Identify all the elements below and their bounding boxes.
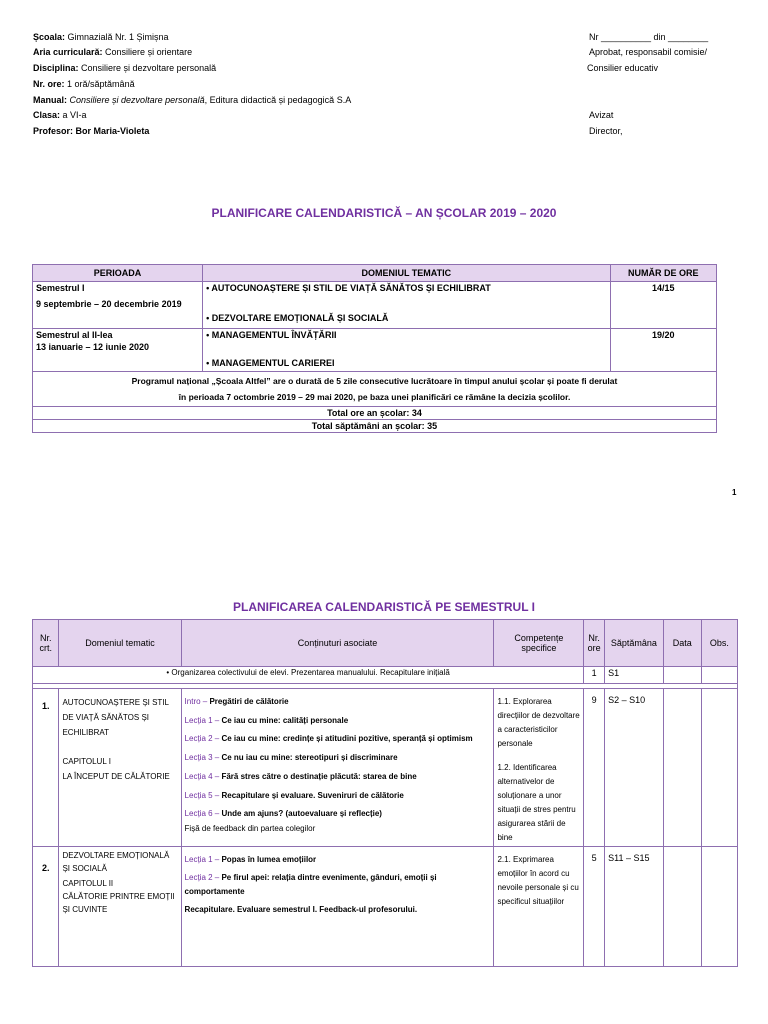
- teacher-label: Profesor:: [33, 126, 74, 136]
- col-date: Data: [663, 620, 701, 667]
- col-hours-nr: Nr. ore: [584, 620, 605, 667]
- row1-chapter-title: LA ÎNCEPUT DE CĂLĂTORIE: [62, 772, 170, 781]
- teacher-value: Bor Maria-Violeta: [75, 126, 150, 136]
- row1-lesson: [185, 789, 491, 804]
- row2-lesson-2-text: Pe firul apei: relația dintre evenimente, gânduri, emoții și comportamente: [184, 873, 437, 896]
- area-label: Aria curriculară:: [33, 47, 103, 57]
- discipline-value: Consiliere și dezvoltare personală: [81, 63, 217, 73]
- row1-week: S2 – S10: [605, 689, 664, 847]
- row2-domain-title: DEZVOLTARE EMOȚIONALĂ ȘI SOCIALĂ: [62, 851, 170, 873]
- row2-recap: Recapitulare. Evaluare semestrul I. Feedback-ul profesorului.: [184, 905, 418, 914]
- sem1-hours: 14/15: [610, 282, 716, 329]
- semester-header-row: [33, 620, 738, 667]
- row1-competences: [494, 689, 584, 847]
- director-line: Director,: [589, 126, 623, 136]
- row2-nr: 2.: [33, 847, 59, 967]
- row1-lesson-tag: Lecția 2 –: [184, 734, 220, 744]
- row1-domain-title: AUTOCUNOAȘTERE ȘI STIL DE VIAȚĂ SĂNĂTOS ȘI ECHILIBRAT: [62, 698, 169, 737]
- sem1-domains: [203, 282, 610, 329]
- sem2-hours: 19/20: [610, 329, 716, 372]
- program-note-1: Programul național „Școala Altfel” are o durată de 5 zile consecutive lucrătoare în timpul anului școlar și poate fi derulat: [131, 376, 618, 386]
- row1-lesson: [185, 732, 491, 747]
- row1-date: [663, 689, 701, 847]
- intro-content: • Organizarea colectivului de elevi. Prezentarea manualului. Recapitulare inițială: [33, 667, 584, 684]
- sem1-period: [33, 282, 203, 329]
- discipline-line: [33, 63, 216, 73]
- col-domain: DOMENIUL TEMATIC: [203, 265, 610, 282]
- intro-week: S1: [605, 667, 664, 684]
- row2-domain: [59, 847, 181, 967]
- sem2-name: Semestrul al II-lea: [36, 330, 113, 340]
- avizat-line: Avizat: [589, 110, 614, 120]
- col-competences: Competențe specifice: [494, 620, 584, 667]
- col-hours: NUMĂR DE ORE: [610, 265, 716, 282]
- col-content: Conținuturi asociate: [181, 620, 494, 667]
- row1-lesson-text: Unde am ajuns? (autoevaluare și reflecție): [219, 809, 382, 819]
- row1-nr: 1.: [33, 689, 59, 847]
- sem2-domains: [203, 329, 610, 372]
- total-weeks: Total săptămâni an școlar: 35: [33, 420, 717, 433]
- school-label: Școala:: [33, 32, 66, 42]
- school-line: [33, 32, 169, 42]
- area-line: [33, 47, 192, 57]
- manual-label: Manual:: [33, 95, 68, 105]
- row1-lesson-text: Ce iau cu mine: credințe și atitudini pozitive, speranță și optimism: [219, 734, 473, 744]
- approved-line: Aprobat, responsabil comisie/: [589, 47, 708, 57]
- sem2-row: [33, 329, 717, 372]
- hours-label: Nr. ore:: [33, 79, 65, 89]
- col-period: PERIOADA: [33, 265, 203, 282]
- teacher-line: [33, 126, 149, 136]
- row2-lesson-1-text: Popas în lumea emoțiilor: [219, 855, 317, 864]
- row1-lesson-text: Ce iau cu mine: calități personale: [219, 715, 349, 725]
- row2-lesson-1-tag: Lecția 1 –: [184, 855, 220, 864]
- row2-date: [663, 847, 701, 967]
- sem2-period: [33, 329, 203, 372]
- row1-comp-2: 1.2. Identificarea alternativelor de soluționare a unor situații de stres pentru asigurarea stării de bine: [497, 763, 576, 842]
- row1-comp-1: 1.1. Explorarea direcțiilor de dezvoltare a caracteristicilor personale: [497, 697, 580, 748]
- semester-title: PLANIFICAREA CALENDARISTICĂ PE SEMESTRUL I: [232, 600, 535, 614]
- row-1: [33, 689, 738, 847]
- page-number: 1: [732, 488, 737, 497]
- sem1-name: Semestrul I: [36, 283, 85, 293]
- row-2: [33, 847, 738, 967]
- total-hours-row: [33, 407, 717, 420]
- sem1-dates: 9 septembrie – 20 decembrie 2019: [36, 299, 182, 309]
- annual-title: PLANIFICARE CALENDARISTICĂ – AN ȘCOLAR 2019 – 2020: [211, 206, 557, 220]
- hours-value: 1 oră/săptămână: [67, 79, 135, 89]
- row2-chapter: CAPITOLUL II: [62, 879, 114, 888]
- hours-line: [33, 79, 135, 89]
- row1-chapter: CAPITOLUL I: [62, 757, 111, 766]
- class-label: Clasa:: [33, 110, 61, 120]
- col-week: Săptămâna: [605, 620, 664, 667]
- row1-content: [181, 689, 494, 847]
- row2-week: S11 – S15: [605, 847, 664, 967]
- manual-publisher: , Editura didactică și pedagogică S.A: [204, 95, 352, 105]
- row2-chapter-title: CĂLĂTORIE PRINTRE EMOȚII ȘI CUVINTE: [62, 892, 175, 914]
- sem1-row: [33, 282, 717, 329]
- row2-content: [181, 847, 494, 967]
- row1-lesson-text: Pregătiri de călătorie: [207, 697, 289, 706]
- intro-date: [663, 667, 701, 684]
- col-nr: Nr. crt.: [33, 620, 59, 667]
- program-note: [33, 372, 717, 407]
- row2-lesson-1: [185, 853, 491, 867]
- row2-lesson-2: [185, 871, 491, 899]
- row1-lesson: [185, 807, 491, 822]
- discipline-label: Disciplina:: [33, 63, 79, 73]
- nr-line: Nr __________ din ________: [589, 32, 709, 42]
- row1-lesson-tag: Lecția 3 –: [184, 753, 220, 763]
- manual-title: Consiliere și dezvoltare personală: [69, 95, 205, 105]
- row1-lesson: [185, 770, 491, 785]
- counselor-line: Consilier educativ: [587, 63, 659, 73]
- manual-line: [33, 95, 351, 105]
- row1-lesson-tag: Lecția 4 –: [184, 771, 220, 781]
- row1-domain: [59, 689, 181, 847]
- row1-lesson-tag: Intro –: [184, 697, 208, 706]
- row2-obs: [701, 847, 737, 967]
- sem2-dates: 13 ianuarie – 12 iunie 2020: [36, 342, 150, 352]
- row1-lesson-tag: Lecția 6 –: [184, 809, 220, 819]
- area-value: Consiliere și orientare: [105, 47, 193, 57]
- row1-obs: [701, 689, 737, 847]
- row1-lesson: [185, 714, 491, 729]
- sem2-domain-2: • MANAGEMENTUL CARIEREI: [206, 358, 335, 368]
- annual-table: [32, 264, 717, 433]
- intro-obs: [701, 667, 737, 684]
- row1-lesson-tag: Lecția 1 –: [184, 715, 220, 725]
- row1-lesson: [185, 695, 491, 710]
- row2-competences: [494, 847, 584, 967]
- sem2-domain-1: • MANAGEMENTUL ÎNVĂȚĂRII: [206, 330, 337, 340]
- col-obs: Obs.: [701, 620, 737, 667]
- row1-lesson: [185, 751, 491, 766]
- row1-lesson-text: Ce nu iau cu mine: stereotipuri și discriminare: [219, 753, 398, 763]
- row2-comp-1: 2.1. Exprimarea emoțiilor în acord cu nevoile personale și cu specificul situațiilor: [497, 855, 579, 906]
- sem1-domain-2: • DEZVOLTARE EMOȚIONALĂ ȘI SOCIALĂ: [206, 313, 389, 323]
- row1-hours: 9: [584, 689, 605, 847]
- row1-lesson-text: Recapitulare și evaluare. Suveniruri de călătorie: [219, 790, 404, 800]
- class-line: [33, 110, 87, 120]
- row1-feedback: Fișă de feedback din partea colegilor: [184, 823, 316, 833]
- annual-header-row: [33, 265, 717, 282]
- row1-lesson-text: Fără stres către o destinație plăcută: starea de bine: [219, 771, 417, 781]
- total-weeks-row: [33, 420, 717, 433]
- row1-lessons: [185, 695, 491, 822]
- row2-lesson-2-tag: Lecția 2 –: [184, 873, 220, 882]
- sem1-domain-1: • AUTOCUNOAȘTERE ȘI STIL DE VIAȚĂ SĂNĂTOS ȘI ECHILIBRAT: [206, 283, 491, 293]
- intro-row: [33, 667, 738, 684]
- semester-table: [32, 619, 738, 967]
- col-domain-thematic: Domeniul tematic: [59, 620, 181, 667]
- school-value: Gimnazială Nr. 1 Șimișna: [67, 32, 169, 42]
- row1-lesson-tag: Lecția 5 –: [184, 790, 220, 800]
- program-note-row: [33, 372, 717, 407]
- total-hours: Total ore an școlar: 34: [33, 407, 717, 420]
- row2-hours: 5: [584, 847, 605, 967]
- class-value: a VI-a: [62, 110, 87, 120]
- program-note-2: în perioada 7 octombrie 2019 – 29 mai 2020, pe baza unei planificări ce rămâne la decizia școlilor.: [178, 392, 571, 402]
- intro-hours: 1: [584, 667, 605, 684]
